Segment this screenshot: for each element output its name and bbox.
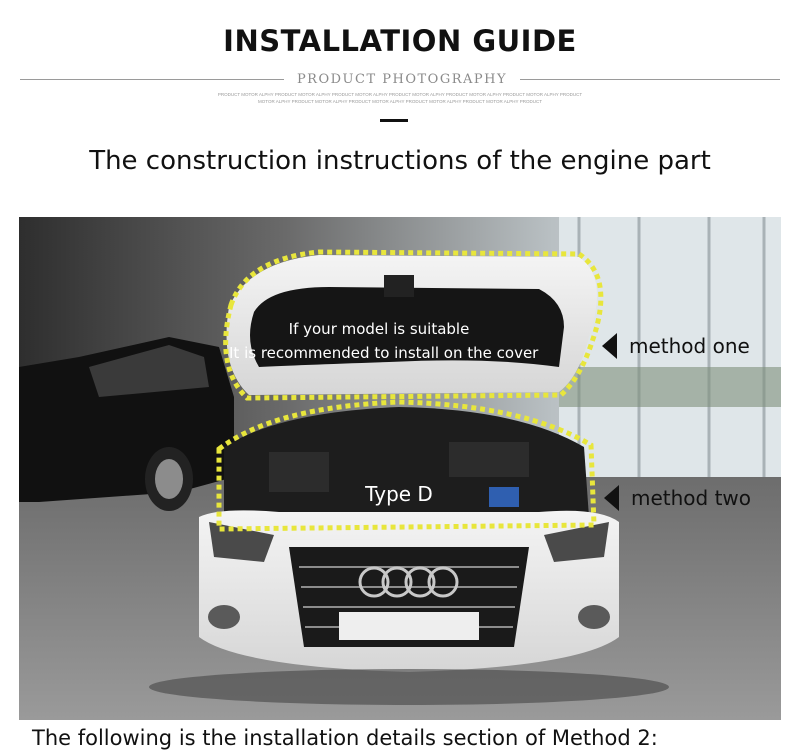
header-divider-right [520,79,780,80]
method-two-callout [604,485,751,511]
section-heading: The construction instructions of the engine part [89,146,711,176]
header-subtitle: PRODUCT PHOTOGRAPHY [296,72,508,87]
cover-note-line: If your model is suitable [288,320,470,338]
page-title: INSTALLATION GUIDE [223,24,577,58]
engine-type-label: Type D [365,482,433,506]
method-one-label: method one [629,334,750,358]
engine-bay-photo [19,217,781,720]
method-one-callout [602,333,750,359]
method-two-label: method two [631,486,752,510]
car-illustration [19,217,781,720]
left-pointer-icon [602,333,617,359]
method-two-intro: The following is the installation details section of Method 2: [32,726,658,750]
cover-note [229,317,539,365]
header-divider-left [20,79,284,80]
title-accent-bar [380,119,408,122]
fine-print-line: MOTOR ALPHY PRODUCT MOTOR ALPHY PRODUCT MOTOR ALPHY PRODUCT MOTOR ALPHY PRODUCT MOTOR ALPHY PRODUCT [258,99,542,104]
left-pointer-icon [604,485,619,511]
fine-print-line: PRODUCT MOTOR ALPHY PRODUCT MOTOR ALPHY PRODUCT MOTOR ALPHY PRODUCT MOTOR ALPHY PRODUCT MOTOR ALPHY PRODUCT MOTOR ALPHY PRODUCT [217,92,583,97]
cover-note-line: It is recommended to install on the cover [229,344,539,362]
